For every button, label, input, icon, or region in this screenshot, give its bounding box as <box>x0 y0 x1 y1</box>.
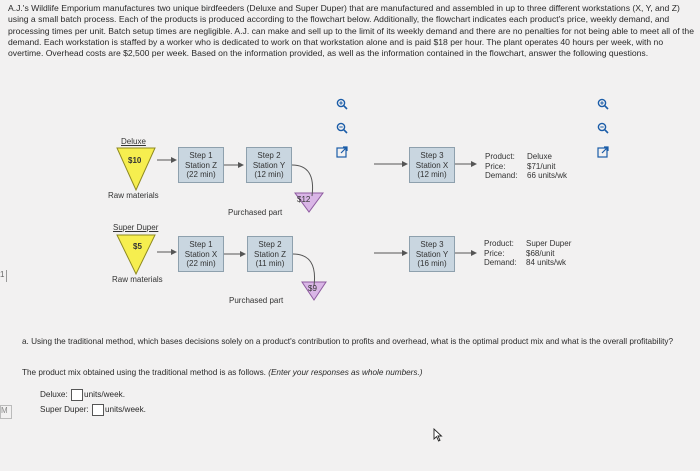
step-station: Station Y <box>415 249 449 259</box>
cursor-icon <box>433 428 443 442</box>
super-product-info <box>484 239 571 268</box>
instruction: The product mix obtained using the traditional method is as follows. <box>22 368 266 377</box>
product-value: Super Duper <box>526 239 572 248</box>
step-title: Step 3 <box>420 151 444 160</box>
step-station: Station Z <box>184 160 217 170</box>
deluxe-raw-label: Raw materials <box>108 191 159 200</box>
step-title: Step 1 <box>189 151 213 160</box>
answer-row-super <box>40 404 146 416</box>
instruction-hint: (Enter your responses as whole numbers.) <box>268 368 423 377</box>
gutter-mark-2: M <box>0 405 12 419</box>
step-station: Station Z <box>253 249 286 259</box>
step-title: Step 2 <box>258 240 282 249</box>
deluxe-step-1 <box>178 147 224 183</box>
super-purchased-label: Purchased part <box>229 296 284 305</box>
price-label: Price: <box>484 248 505 258</box>
answer-unit: units/week. <box>84 390 126 400</box>
super-step-3 <box>409 236 455 272</box>
super-raw-label: Raw materials <box>112 275 163 284</box>
super-step-1 <box>178 236 224 272</box>
zoom-in-icon-right[interactable] <box>597 98 609 110</box>
demand-label: Demand: <box>485 171 518 181</box>
connector <box>293 254 315 286</box>
demand-value: 66 units/wk <box>527 171 568 181</box>
step-time: (12 min) <box>254 170 284 180</box>
answer-row-deluxe <box>40 389 125 401</box>
step-title: Step 2 <box>257 151 281 160</box>
problem-statement: A.J.'s Wildlife Emporium manufactures two unique birdfeeders (Deluxe and Super Duper) that are manufactured and assembled in up to three different workstations (X, Y, and Z) using a small batch process. Each of the products is produced according to the flowchart below. Additionally, the flowchart indicates each product's price, weekly demand, and processing times per unit. Batch setup times are negligible. A.J. can make and sell up to the limit of its weekly demand and there are no penalties for not being able to meet all of the demand. Each workstation is staffed by a worker who is dedicated to work on that workstation alone and is paid $18 per hour. The plant operates 40 hours per week, with no overtime. Overhead costs are $2,500 per week. Based on the information provided, as well as the information contained in the flowchart, answer the following questions. <box>8 3 694 59</box>
price-value: $71/unit <box>527 161 556 171</box>
popout-icon[interactable] <box>336 146 348 158</box>
price-value: $68/unit <box>526 248 555 258</box>
zoom-in-icon[interactable] <box>336 98 348 110</box>
deluxe-purchased-label: Purchased part <box>228 208 283 217</box>
step-station: Station Y <box>252 160 286 170</box>
super-purchased-cost: $9 <box>308 284 317 293</box>
super-title: Super Duper <box>113 223 159 232</box>
price-label: Price: <box>485 161 506 171</box>
step-title: Step 1 <box>189 240 213 249</box>
zoom-out-icon[interactable] <box>336 122 348 134</box>
answer-unit: units/week. <box>104 405 146 415</box>
step-time: (11 min) <box>255 259 285 269</box>
step-time: (22 min) <box>186 259 216 269</box>
step-station: Station X <box>415 160 449 170</box>
demand-value: 84 units/wk <box>526 258 567 268</box>
deluxe-step-3 <box>409 147 455 183</box>
product-label: Product: <box>485 152 515 161</box>
deluxe-product-info <box>485 152 567 181</box>
answer-label: Deluxe: <box>40 390 68 400</box>
super-answer-input[interactable] <box>92 404 104 416</box>
super-raw-triangle <box>117 235 155 274</box>
step-time: (22 min) <box>186 170 216 180</box>
step-time: (16 min) <box>417 259 447 269</box>
deluxe-raw-cost: $10 <box>128 156 142 165</box>
deluxe-title: Deluxe <box>121 137 146 146</box>
question-a: a. Using the traditional method, which bases decisions solely on a product's contribution to profits and overhead, what is the optimal product mix and what is the overall profitability? <box>22 337 674 346</box>
answer-label: Super Duper: <box>40 405 89 415</box>
deluxe-step-2 <box>246 147 292 183</box>
gutter-mark: 1 <box>0 270 7 282</box>
connector <box>292 165 313 196</box>
deluxe-answer-input[interactable] <box>71 389 83 401</box>
step-time: (12 min) <box>417 170 447 180</box>
super-step-2 <box>247 236 293 272</box>
step-title: Step 3 <box>420 240 444 249</box>
deluxe-raw-triangle <box>117 148 155 190</box>
product-label: Product: <box>484 239 514 248</box>
demand-label: Demand: <box>484 258 517 268</box>
zoom-out-icon-right[interactable] <box>597 122 609 134</box>
step-station: Station X <box>184 249 218 259</box>
product-value: Deluxe <box>527 152 552 161</box>
instruction-text <box>22 367 682 378</box>
popout-icon-right[interactable] <box>597 146 609 158</box>
super-raw-cost: $5 <box>133 242 142 251</box>
deluxe-purchased-cost: $12 <box>297 195 311 204</box>
